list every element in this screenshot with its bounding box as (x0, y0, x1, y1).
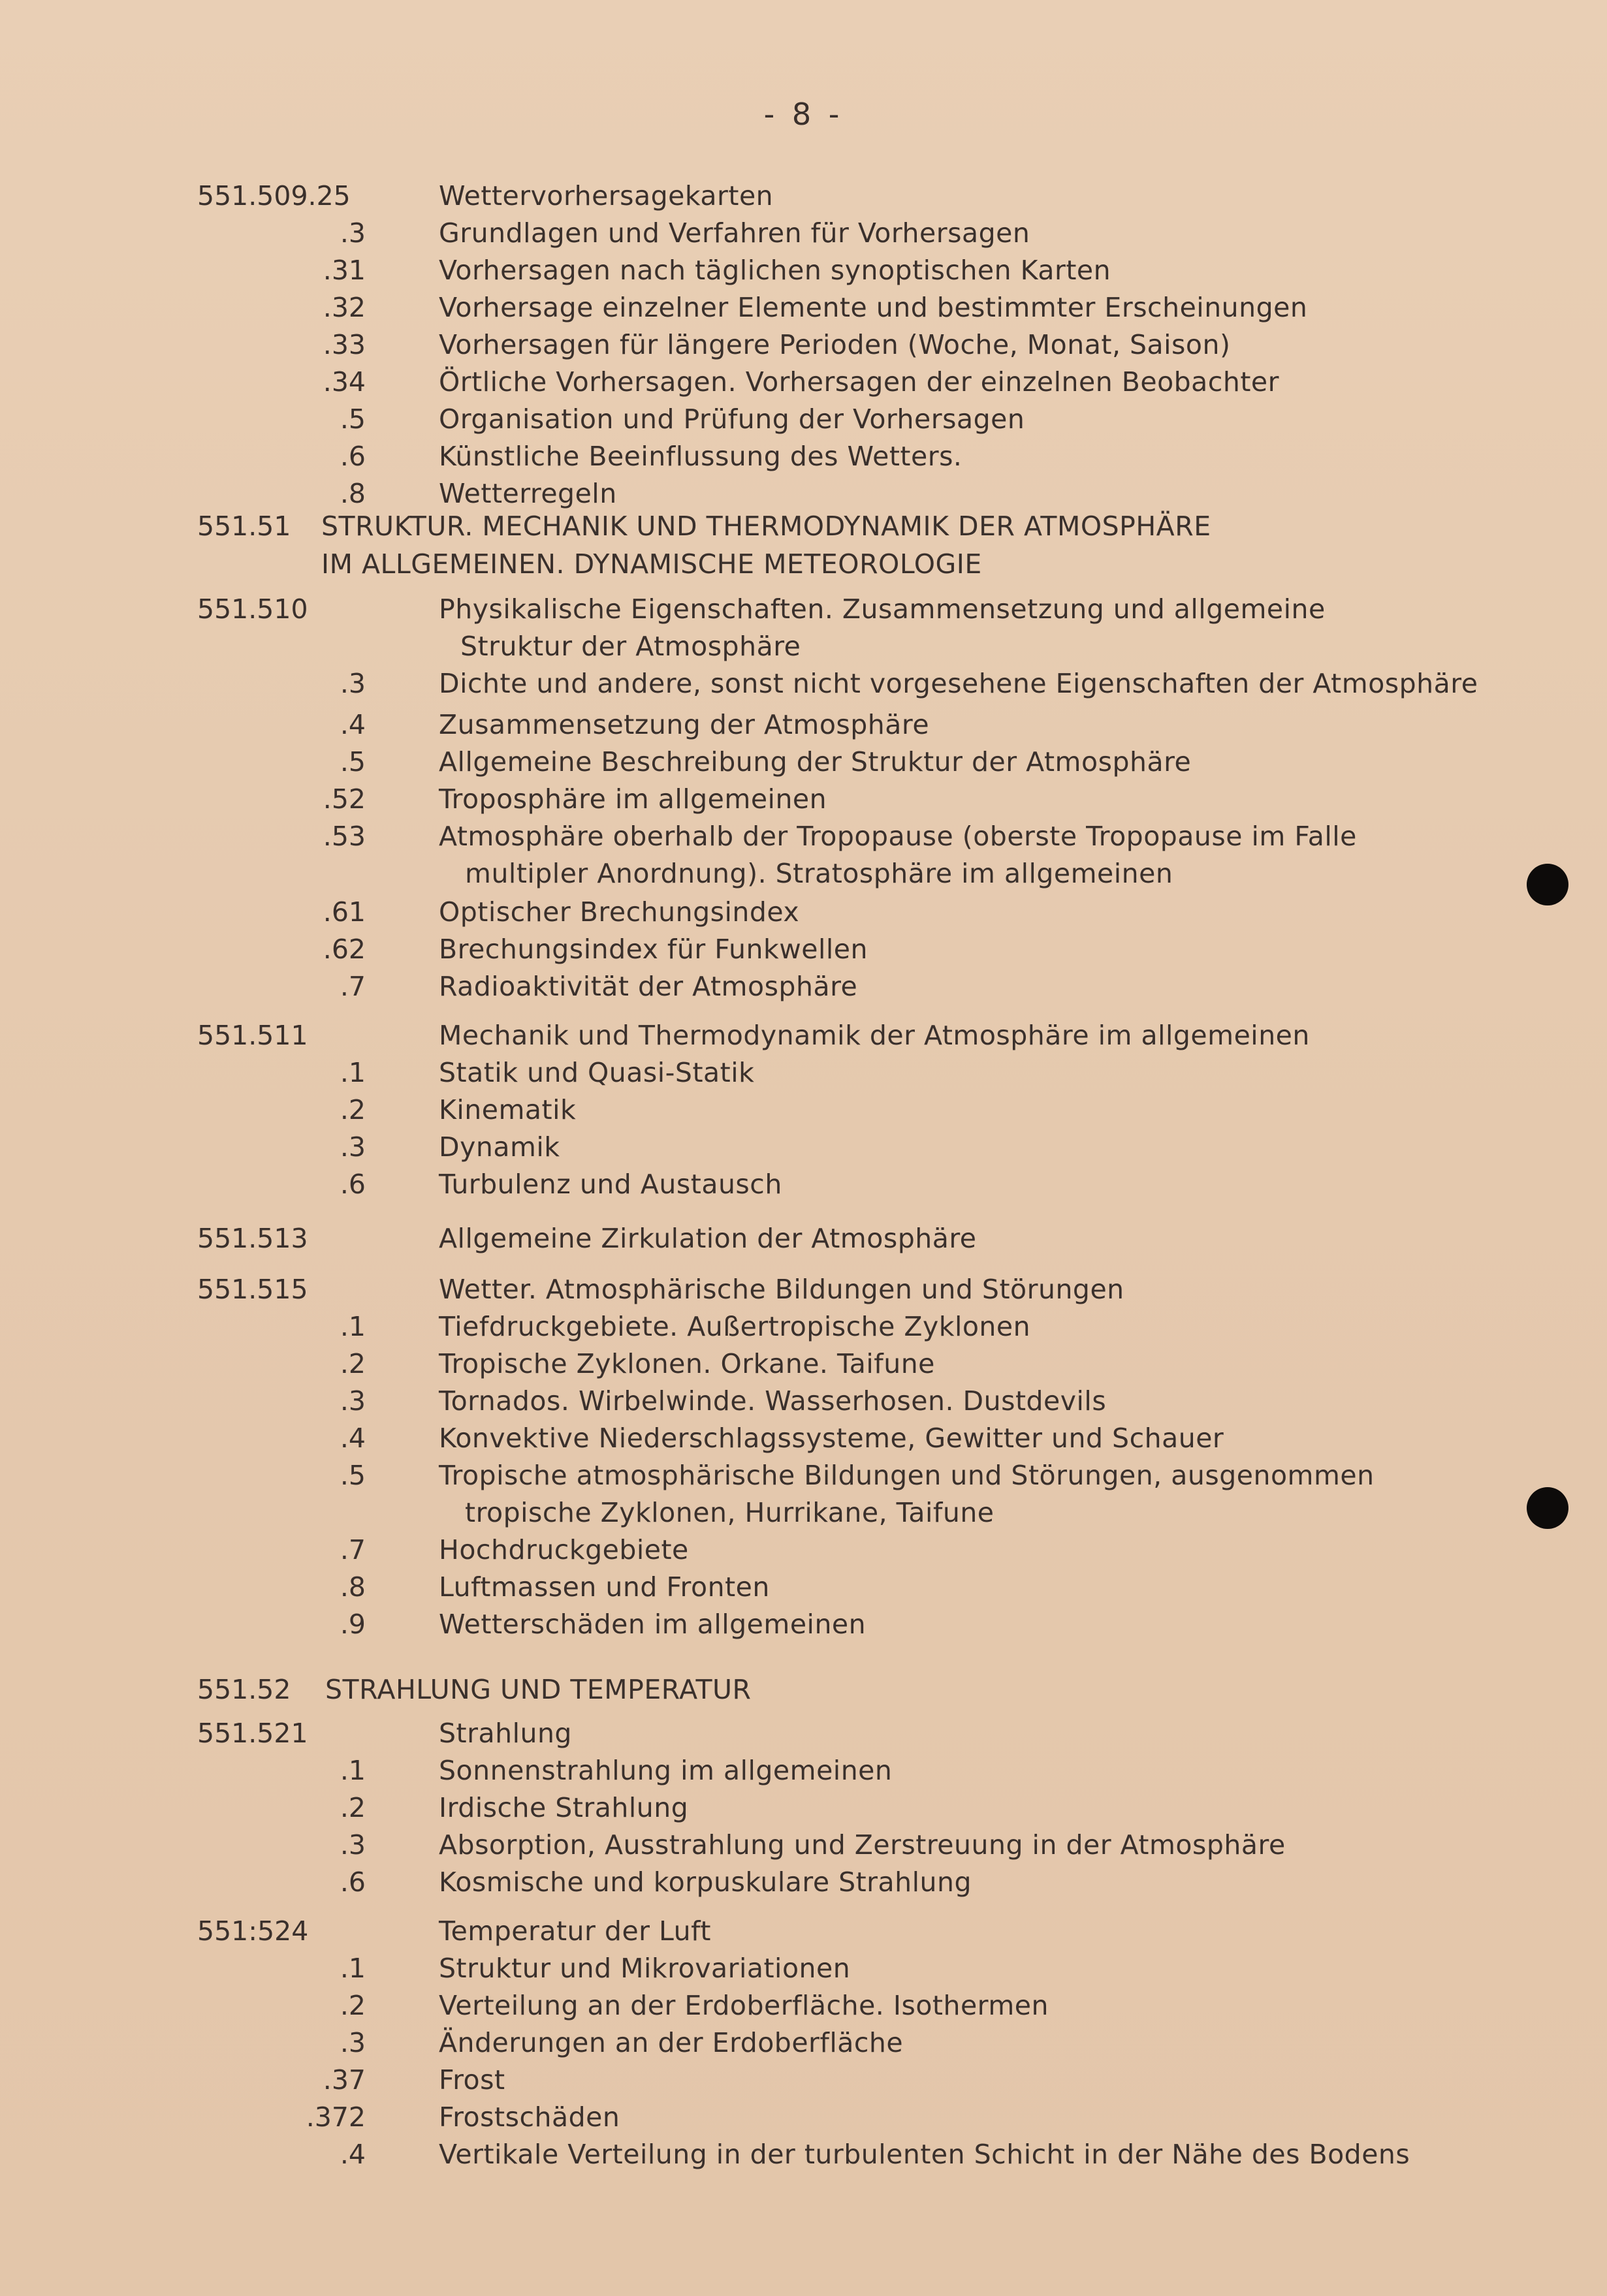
entry-code: 551:524 (197, 1915, 309, 1947)
entry-code: .1 (340, 1953, 366, 1984)
section-heading (0, 546, 1607, 582)
entry-code: .7 (340, 1534, 366, 1565)
entry-text: Hochdruckgebiete (439, 1534, 689, 1565)
entry-text: Zusammensetzung der Atmosphäre (439, 709, 930, 740)
list-item (0, 591, 1607, 627)
entry-code: .6 (340, 1866, 366, 1898)
list-item (0, 1271, 1607, 1308)
entry-text: Temperatur der Luft (439, 1915, 711, 1947)
list-item (0, 2136, 1607, 2173)
entry-code: .32 (323, 292, 366, 323)
list-item (0, 1752, 1607, 1789)
entry-text-continued: Struktur der Atmosphäre (460, 631, 801, 662)
entry-code: .8 (340, 478, 366, 509)
list-item (0, 894, 1607, 930)
entry-code: 551.511 (197, 1020, 308, 1051)
entry-text: Luftmassen und Fronten (439, 1571, 770, 1603)
entry-code: .5 (340, 1460, 366, 1491)
entry-code: .3 (340, 2027, 366, 2058)
entry-code: .2 (340, 1094, 366, 1125)
entry-code: .5 (340, 746, 366, 778)
list-item (0, 1092, 1607, 1128)
entry-text: Dichte und andere, sonst nicht vorgesehene Eigenschaften der Atmosphäre (439, 668, 1478, 699)
list-item (0, 968, 1607, 1005)
entry-code: .31 (323, 255, 366, 286)
section-title-continued: IM ALLGEMEINEN. DYNAMISCHE METEOROLOGIE (321, 548, 982, 580)
list-item (0, 628, 1607, 665)
list-item (0, 2099, 1607, 2135)
list-item (0, 401, 1607, 437)
section-heading (0, 1671, 1607, 1708)
entry-text: Brechungsindex für Funkwellen (439, 934, 868, 965)
entry-code: .1 (340, 1311, 366, 1342)
list-item (0, 1383, 1607, 1419)
list-item (0, 781, 1607, 817)
punch-hole (1527, 1487, 1568, 1529)
list-item (0, 438, 1607, 475)
entry-text: Tropische Zyklonen. Orkane. Taifune (439, 1348, 935, 1379)
section-title: STRUKTUR. MECHANIK UND THERMODYNAMIK DER ATMOSPHÄRE (321, 511, 1211, 542)
entry-text: Wettervorhersagekarten (439, 180, 774, 212)
entry-text: Änderungen an der Erdoberfläche (439, 2027, 904, 2058)
entry-text: Absorption, Ausstrahlung und Zerstreuung in der Atmosphäre (439, 1829, 1286, 1861)
entry-text: Grundlagen und Verfahren für Vorhersagen (439, 217, 1030, 249)
entry-code: .61 (323, 896, 366, 928)
entry-text: Tropische atmosphärische Bildungen und Störungen, ausgenommen (439, 1460, 1375, 1491)
section-title: STRAHLUNG UND TEMPERATUR (325, 1674, 752, 1705)
entry-code: .372 (306, 2101, 366, 2133)
entry-text: Künstliche Beeinflussung des Wetters. (439, 441, 963, 472)
entry-text: Allgemeine Beschreibung der Struktur der Atmosphäre (439, 746, 1192, 778)
list-item (0, 2062, 1607, 2098)
list-item (0, 1129, 1607, 1165)
list-item (0, 1166, 1607, 1203)
list-item (0, 1457, 1607, 1494)
list-item (0, 178, 1607, 214)
entry-code: .2 (340, 1792, 366, 1823)
list-item (0, 1827, 1607, 1863)
page-number: - 8 - (763, 97, 844, 132)
entry-code: 551.521 (197, 1718, 308, 1749)
list-item (0, 818, 1607, 855)
list-item (0, 1220, 1607, 1257)
entry-text: Vorhersage einzelner Elemente und bestimmter Erscheinungen (439, 292, 1308, 323)
list-item (0, 1494, 1607, 1531)
entry-code: .9 (340, 1609, 366, 1640)
entry-text: Frost (439, 2064, 505, 2096)
entry-code: .3 (340, 1131, 366, 1163)
entry-code: .1 (340, 1755, 366, 1786)
entry-text: Tornados. Wirbelwinde. Wasserhosen. Dustdevils (439, 1385, 1107, 1417)
entry-code: .1 (340, 1057, 366, 1088)
entry-code: .5 (340, 403, 366, 435)
entry-text: Atmosphäre oberhalb der Tropopause (oberste Tropopause im Falle (439, 821, 1357, 852)
entry-code: .4 (340, 709, 366, 740)
entry-text: Statik und Quasi-Statik (439, 1057, 755, 1088)
entry-code: .7 (340, 971, 366, 1002)
entry-code: 551.509.25 (197, 180, 351, 212)
entry-code: .6 (340, 1169, 366, 1200)
entry-code: .8 (340, 1571, 366, 1603)
entry-text: Sonnenstrahlung im allgemeinen (439, 1755, 893, 1786)
list-item (0, 1864, 1607, 1900)
entry-text: Vorhersagen für längere Perioden (Woche, Monat, Saison) (439, 329, 1231, 360)
list-item (0, 2024, 1607, 2061)
section-heading (0, 508, 1607, 544)
list-item (0, 1950, 1607, 1987)
list-item (0, 706, 1607, 743)
entry-text: Wetterregeln (439, 478, 617, 509)
list-item (0, 1715, 1607, 1752)
entry-code: .4 (340, 2139, 366, 2170)
entry-code: .2 (340, 1990, 366, 2021)
list-item (0, 289, 1607, 326)
entry-code: .53 (323, 821, 366, 852)
list-item (0, 1420, 1607, 1456)
list-item (0, 744, 1607, 780)
list-item (0, 1789, 1607, 1826)
entry-code: .34 (323, 366, 366, 398)
entry-text: Mechanik und Thermodynamik der Atmosphäre im allgemeinen (439, 1020, 1310, 1051)
entry-code: .3 (340, 1829, 366, 1861)
entry-text: Irdische Strahlung (439, 1792, 689, 1823)
entry-text: Tiefdruckgebiete. Außertropische Zyklonen (439, 1311, 1031, 1342)
entry-text: Radioaktivität der Atmosphäre (439, 971, 858, 1002)
entry-text: Allgemeine Zirkulation der Atmosphäre (439, 1223, 977, 1254)
list-item (0, 326, 1607, 363)
list-item (0, 1017, 1607, 1054)
entry-code: .3 (340, 1385, 366, 1417)
list-item (0, 1054, 1607, 1091)
list-item (0, 1532, 1607, 1568)
entry-text: Troposphäre im allgemeinen (439, 783, 827, 815)
punch-hole (1527, 864, 1568, 905)
entry-code: .2 (340, 1348, 366, 1379)
list-item (0, 364, 1607, 400)
entry-code: 551.513 (197, 1223, 308, 1254)
entry-text: Wetterschäden im allgemeinen (439, 1609, 867, 1640)
entry-text-continued: multipler Anordnung). Stratosphäre im allgemeinen (465, 858, 1173, 889)
entry-text-continued: tropische Zyklonen, Hurrikane, Taifune (465, 1497, 994, 1528)
entry-code: .33 (323, 329, 366, 360)
entry-code: .3 (340, 668, 366, 699)
entry-code: .62 (323, 934, 366, 965)
entry-text: Örtliche Vorhersagen. Vorhersagen der einzelnen Beobachter (439, 366, 1279, 398)
entry-text: Wetter. Atmosphärische Bildungen und Störungen (439, 1274, 1124, 1305)
entry-code: .3 (340, 217, 366, 249)
section-code: 551.51 (197, 511, 291, 542)
list-item (0, 1987, 1607, 2024)
list-item (0, 855, 1607, 892)
entry-code: 551.515 (197, 1274, 308, 1305)
entry-text: Physikalische Eigenschaften. Zusammensetzung und allgemeine (439, 593, 1326, 625)
entry-code: .52 (323, 783, 366, 815)
list-item (0, 1913, 1607, 1949)
section-code: 551.52 (197, 1674, 291, 1705)
entry-text: Strahlung (439, 1718, 572, 1749)
entry-code: .37 (323, 2064, 366, 2096)
list-item (0, 475, 1607, 512)
list-item (0, 665, 1607, 702)
entry-text: Turbulenz und Austausch (439, 1169, 782, 1200)
list-item (0, 1345, 1607, 1382)
entry-text: Struktur und Mikrovariationen (439, 1953, 851, 1984)
list-item (0, 252, 1607, 289)
entry-text: Optischer Brechungsindex (439, 896, 800, 928)
list-item (0, 215, 1607, 251)
list-item (0, 1606, 1607, 1643)
entry-code: 551.510 (197, 593, 308, 625)
entry-code: .6 (340, 441, 366, 472)
list-item (0, 1308, 1607, 1345)
entry-code: .4 (340, 1423, 366, 1454)
entry-text: Verteilung an der Erdoberfläche. Isothermen (439, 1990, 1049, 2021)
entry-text: Organisation und Prüfung der Vorhersagen (439, 403, 1025, 435)
entry-text: Kosmische und korpuskulare Strahlung (439, 1866, 972, 1898)
entry-text: Vertikale Verteilung in der turbulenten Schicht in der Nähe des Bodens (439, 2139, 1410, 2170)
entry-text: Dynamik (439, 1131, 560, 1163)
entry-text: Vorhersagen nach täglichen synoptischen Karten (439, 255, 1111, 286)
entry-text: Frostschäden (439, 2101, 620, 2133)
entry-text: Kinematik (439, 1094, 577, 1125)
list-item (0, 1569, 1607, 1605)
list-item (0, 931, 1607, 967)
entry-text: Konvektive Niederschlagssysteme, Gewitter und Schauer (439, 1423, 1224, 1454)
